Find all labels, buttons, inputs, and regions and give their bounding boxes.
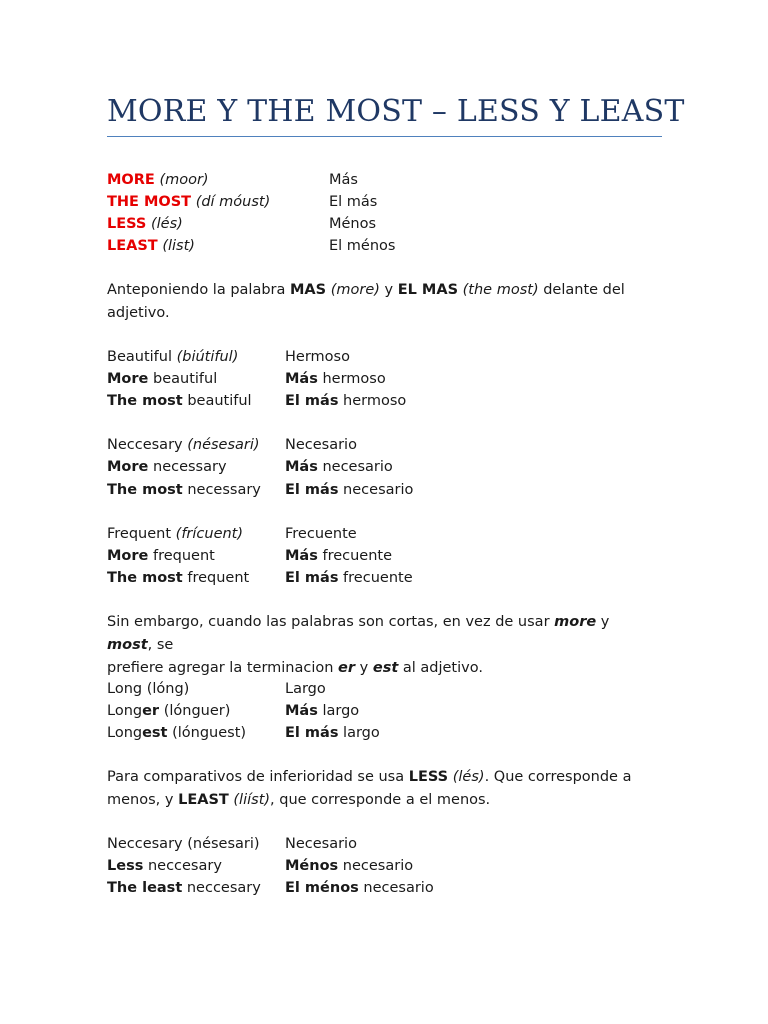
text: largo (338, 725, 380, 741)
bold-part: Más (285, 548, 318, 564)
bold-part: Más (285, 459, 318, 475)
text: Hermoso (285, 349, 350, 365)
example-right (285, 456, 393, 478)
example-left (107, 479, 261, 501)
example-left (107, 390, 252, 412)
bold-part: El más (285, 725, 339, 741)
vocab-word: MORE (107, 172, 155, 188)
text: necesario (317, 459, 393, 475)
example-right (285, 434, 357, 456)
example-right (285, 346, 350, 368)
example-left (107, 678, 189, 700)
paragraph-inferiority (107, 766, 652, 812)
example-right (285, 479, 413, 501)
text: frequent (148, 548, 215, 564)
bold-part: The most (107, 482, 183, 498)
vocab-pron: (dí móust) (195, 194, 271, 210)
text: neccesary (143, 858, 222, 874)
pronunciation: (biútiful) (176, 349, 239, 365)
bold-part: El más (285, 482, 339, 498)
text: necessary (182, 482, 261, 498)
example-right (285, 678, 326, 700)
text: menos, y (107, 792, 179, 808)
text: hermoso (338, 393, 407, 409)
example-left (107, 434, 260, 456)
text: Necesario (285, 836, 357, 852)
text: y (596, 614, 610, 630)
text: hermoso (317, 371, 386, 387)
pronunciation: (liíst) (228, 792, 271, 808)
bold-part: The most (107, 570, 183, 586)
example-right (285, 877, 434, 899)
keyword: more (554, 614, 597, 630)
example-left (107, 346, 238, 368)
bold-part: The most (107, 393, 183, 409)
bold-part: Less (107, 858, 144, 874)
text: Necesario (285, 437, 357, 453)
bold-part: er (142, 703, 160, 719)
keyword: most (107, 637, 148, 653)
text: adjetivo. (107, 305, 170, 321)
bold-part: El ménos (285, 880, 359, 896)
example-left (107, 368, 217, 390)
keyword: MAS (290, 282, 327, 298)
text: Neccesary (nésesari) (107, 836, 260, 852)
text: beautiful (182, 393, 252, 409)
pronunciation: (the most) (458, 282, 539, 298)
vocab-meaning: Ménos (329, 216, 377, 232)
text: prefiere agregar la terminacion (107, 660, 339, 676)
bold-part: Más (285, 703, 318, 719)
vocab-word: LEAST (107, 238, 158, 254)
vocab-row (107, 213, 183, 235)
bold-part: More (107, 371, 149, 387)
paragraph-intro (107, 279, 652, 325)
example-right (285, 523, 357, 545)
example-left (107, 456, 227, 478)
vocab-word: THE MOST (107, 194, 192, 210)
text: necesario (338, 482, 414, 498)
vocab-meaning: El ménos (329, 238, 396, 254)
text: y (355, 660, 373, 676)
text: Largo (285, 681, 326, 697)
keyword: er (338, 660, 356, 676)
text: necesario (338, 858, 414, 874)
text: y (379, 282, 398, 298)
text: Long (107, 725, 143, 741)
vocab-meaning: Más (329, 172, 358, 188)
text: Sin embargo, cuando las palabras son cortas, en vez de usar (107, 614, 555, 630)
text: . Que corresponde a (484, 769, 632, 785)
bold-part: Ménos (285, 858, 339, 874)
text: Neccesary (107, 437, 188, 453)
example-left (107, 545, 215, 567)
example-right (285, 368, 386, 390)
vocab-pron: (list) (162, 238, 195, 254)
title-underline (107, 136, 662, 137)
page-title: MORE Y THE MOST – LESS Y LEAST (107, 94, 685, 129)
text: frecuente (317, 548, 393, 564)
example-right (285, 700, 359, 722)
example-right (285, 545, 392, 567)
text: (lónguer) (159, 703, 231, 719)
bold-part: Más (285, 371, 318, 387)
vocab-pron: (moor) (159, 172, 209, 188)
example-left (107, 567, 249, 589)
text: Frecuente (285, 526, 357, 542)
text: delante del (538, 282, 625, 298)
example-left (107, 877, 261, 899)
pronunciation: (nésesari) (187, 437, 260, 453)
example-left (107, 700, 230, 722)
example-left (107, 833, 260, 855)
text: , se (147, 637, 174, 653)
text: Long (lóng) (107, 681, 190, 697)
vocab-row (107, 191, 270, 213)
text: , que corresponde a el menos. (270, 792, 491, 808)
text: frecuente (338, 570, 413, 586)
text: necessary (148, 459, 227, 475)
example-right (285, 567, 413, 589)
bold-part: More (107, 548, 149, 564)
text: largo (317, 703, 360, 719)
paragraph-short-words (107, 611, 652, 680)
bold-part: est (142, 725, 168, 741)
vocab-row (107, 235, 195, 257)
bold-part: El más (285, 570, 339, 586)
text: necesario (358, 880, 434, 896)
keyword: EL MAS (397, 282, 459, 298)
vocab-word: LESS (107, 216, 147, 232)
example-right (285, 855, 413, 877)
text: frequent (182, 570, 250, 586)
vocab-pron: (lés) (151, 216, 183, 232)
text: (lónguest) (167, 725, 247, 741)
pronunciation: (lés) (448, 769, 485, 785)
text: Anteponiendo la palabra (107, 282, 290, 298)
text: neccesary (182, 880, 261, 896)
bold-part: The least (107, 880, 183, 896)
pronunciation: (frícuent) (175, 526, 244, 542)
text: beautiful (148, 371, 218, 387)
text: Long (107, 703, 143, 719)
pronunciation: (more) (326, 282, 380, 298)
text: al adjetivo. (398, 660, 483, 676)
bold-part: More (107, 459, 149, 475)
keyword: LEAST (178, 792, 229, 808)
text: Beautiful (107, 349, 177, 365)
example-left (107, 722, 246, 744)
example-right (285, 722, 380, 744)
text: Para comparativos de inferioridad se usa (107, 769, 409, 785)
vocab-row (107, 169, 209, 191)
example-left (107, 855, 222, 877)
text: Frequent (107, 526, 176, 542)
keyword: est (372, 660, 399, 676)
keyword: LESS (408, 769, 449, 785)
example-right (285, 833, 357, 855)
bold-part: El más (285, 393, 339, 409)
example-left (107, 523, 243, 545)
example-right (285, 390, 406, 412)
vocab-meaning: El más (329, 194, 378, 210)
